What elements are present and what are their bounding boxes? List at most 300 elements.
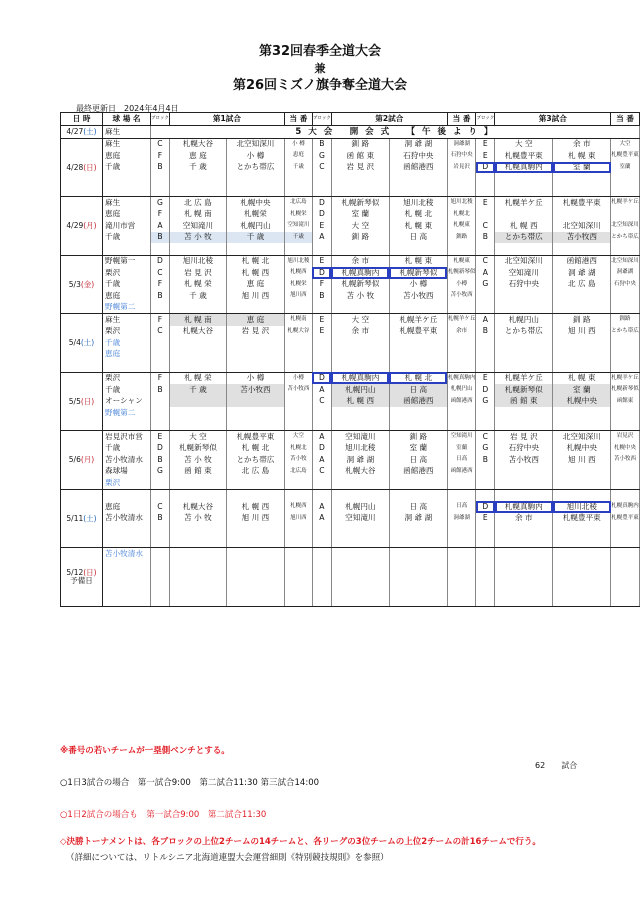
duty-team [284,302,312,314]
team-home: 洞 爺 湖 [331,454,389,466]
team-away [553,290,611,302]
schedule-row [61,302,640,314]
duty-team [284,396,312,408]
team-home [169,302,226,314]
team-away: 石狩中央 [389,150,447,162]
duty-team [284,349,312,361]
venue-cell: 千歳 [103,443,151,455]
team-away: 札 幌 北 [389,209,447,221]
block-letter: E [476,513,495,525]
block-letter [151,302,170,314]
schedule-row [61,419,640,431]
team-away: 旭 川 西 [553,326,611,338]
schedule-row [61,173,640,185]
duty-team: 札幌西 [284,501,312,513]
schedule-row [61,349,640,361]
team-away [389,302,447,314]
team-away: 洞 爺 湖 [553,267,611,279]
venue-cell: 森球場 [103,466,151,478]
block-letter: B [312,138,331,150]
venue-cell: 恵庭 [103,150,151,162]
block-letter [476,407,495,419]
team-home [169,185,226,197]
team-home: 札幌円山 [495,314,553,326]
block-letter: C [151,138,170,150]
duty-team [611,360,640,372]
team-home [495,466,553,478]
team-away [553,407,611,419]
duty-team: 洞爺湖 [447,513,476,525]
schedule-row [61,197,640,209]
team-away [389,560,447,572]
team-away [389,349,447,361]
team-home [169,548,226,560]
block-letter: E [151,431,170,443]
team-home: 千 歳 [169,162,226,174]
team-away: 旭 川 西 [226,290,284,302]
team-home: 札幌新琴似 [331,279,389,291]
duty-team: 石狩中央 [611,279,640,291]
team-away [226,302,284,314]
duty-team: 空知滝川 [284,220,312,232]
duty-team [611,466,640,478]
venue-cell: 麻生 [103,314,151,326]
team-home: 北空知深川 [495,255,553,267]
team-away [226,524,284,536]
date-cell: 5/11(土) [61,489,103,548]
team-home: 旭川北稜 [331,443,389,455]
duty-team [284,407,312,419]
team-home [495,548,553,560]
block-letter: C [151,267,170,279]
duty-team [611,407,640,419]
team-home [331,419,389,431]
team-home [331,185,389,197]
team-away: 札 幌 北 [226,255,284,267]
schedule-row [61,489,640,501]
team-away: 洞 爺 湖 [389,138,447,150]
block-letter: A [312,454,331,466]
team-away: 函館港西 [389,466,447,478]
team-away [226,536,284,548]
team-home: 札幌真駒内 [331,372,389,384]
team-away [553,185,611,197]
note-finals: ◇決勝トーナメントは、各ブロックの上位2チームの14チームと、各リーグの3位チームの上位2チームの計16チームで行う。 [60,837,541,847]
block-letter: B [151,513,170,525]
date-cell: 5/5(日) [61,372,103,431]
team-away: 札幌中央 [226,197,284,209]
block-letter [476,524,495,536]
schedule-row [61,290,640,302]
schedule-row [61,524,640,536]
team-away [226,349,284,361]
team-away [389,583,447,595]
team-home [331,594,389,606]
team-home [495,536,553,548]
tournament-title: 第32回春季全道大会 [258,44,382,59]
team-home: 空知滝川 [331,513,389,525]
duty-team: 札幌真駒内 [447,372,476,384]
block-letter: D [312,197,331,209]
block-letter [151,349,170,361]
team-home [331,173,389,185]
duty-team [447,594,476,606]
duty-team [284,536,312,548]
block-letter [476,489,495,501]
team-home [495,337,553,349]
team-away: 千 歳 [226,232,284,244]
team-away: 函館港西 [389,396,447,408]
duty-team [447,583,476,595]
team-away: 日 高 [389,501,447,513]
block-letter [476,536,495,548]
team-away: 札幌栄 [226,209,284,221]
block-letter: D [151,255,170,267]
duty-team [447,419,476,431]
venue-cell: 恵庭 [103,501,151,513]
schedule-row [61,477,640,489]
block-letter: B [151,290,170,302]
schedule-row [61,431,640,443]
venue-cell [103,243,151,255]
duty-team [447,477,476,489]
team-away: 札幌新琴似 [389,267,447,279]
schedule-row [61,220,640,232]
duty-team: 岩見沢 [447,162,476,174]
block-letter [151,548,170,560]
opening-row [61,126,640,139]
team-away [226,185,284,197]
team-home [331,548,389,560]
block-letter: G [476,396,495,408]
block-letter [476,290,495,302]
last-updated: 最終更新日 2024年4月4日 [76,104,179,113]
duty-team [611,536,640,548]
venue-cell: 千歳 [103,279,151,291]
team-home [495,209,553,221]
block-letter [312,419,331,431]
schedule-row [61,243,640,255]
total-games: 62 試合 [535,761,578,770]
duty-team: 岩見沢 [611,431,640,443]
block-letter [151,173,170,185]
team-away: 札幌豊平東 [553,197,611,209]
duty-team [447,349,476,361]
block-letter: D [476,384,495,396]
team-away [226,396,284,408]
schedule-table [60,112,640,607]
venue-cell: 栗沢 [103,267,151,279]
duty-team: 洞爺湖 [611,267,640,279]
team-home: 石狩中央 [495,279,553,291]
block-letter: B [476,326,495,338]
duty-team: 札幌栄 [284,209,312,221]
block-letter: E [312,314,331,326]
team-away: とかち帯広 [226,454,284,466]
team-away [389,407,447,419]
duty-team: 空知滝川 [447,431,476,443]
block-letter [312,583,331,595]
duty-team [447,560,476,572]
team-home: 千 歳 [169,384,226,396]
team-away: 北空知深川 [226,138,284,150]
team-away [226,477,284,489]
duty-team: 札幌新琴似 [611,384,640,396]
block-letter: C [151,326,170,338]
team-away [226,560,284,572]
block-letter: D [151,443,170,455]
team-home [495,571,553,583]
note-bench: ※番号の若いチームが一塁側ベンチとする。 [60,746,230,756]
team-home: 苫 小 牧 [169,513,226,525]
team-away: 小 樽 [226,150,284,162]
duty-team [611,524,640,536]
team-away: とかち帯広 [226,162,284,174]
block-letter [151,524,170,536]
duty-team: 札幌豊平東 [611,150,640,162]
team-away [553,583,611,595]
team-away: 余 市 [553,138,611,150]
title-conjunction: 兼 [314,62,326,75]
block-letter: G [151,197,170,209]
team-home [495,290,553,302]
duty-team: 札幌大谷 [284,326,312,338]
team-away: 旭 川 西 [226,513,284,525]
duty-team [284,524,312,536]
block-letter [151,536,170,548]
schedule-row [61,232,640,244]
block-letter: E [312,220,331,232]
team-home [169,337,226,349]
block-letter: E [476,372,495,384]
team-home: 岩 見 沢 [169,267,226,279]
duty-team [447,173,476,185]
team-away: 恵 庭 [226,314,284,326]
schedule-row [61,548,640,560]
block-letter: G [312,150,331,162]
block-letter: D [312,443,331,455]
team-away [553,419,611,431]
block-letter [312,349,331,361]
team-away [553,571,611,583]
team-away [226,360,284,372]
team-home [169,407,226,419]
duty-team: 旭川西 [284,290,312,302]
venue-cell: オーシャン [103,396,151,408]
duty-team: 恵庭 [284,150,312,162]
duty-team [611,185,640,197]
schedule-row [61,326,640,338]
duty-team: 苫小牧西 [611,454,640,466]
team-home: 札幌円山 [331,384,389,396]
team-home: 札 幌 栄 [169,279,226,291]
schedule-row [61,560,640,572]
team-home: 岩 見 沢 [331,162,389,174]
block-letter: C [312,396,331,408]
team-home [331,571,389,583]
tournament-subtitle: 第26回ミズノ旗争奪全道大会 [232,78,408,93]
team-away: 恵 庭 [226,279,284,291]
duty-team: 札幌新琴似 [447,267,476,279]
block-letter [312,185,331,197]
header-row [61,113,640,126]
venue-cell: 麻生 [103,138,151,150]
team-away [553,243,611,255]
block-letter: B [476,232,495,244]
duty-team [284,548,312,560]
block-letter [476,349,495,361]
duty-team: 旭川北稜 [447,197,476,209]
duty-team [611,349,640,361]
team-away: 札 幌 東 [389,255,447,267]
duty-team: 札幌羊ケ丘 [447,314,476,326]
team-away [553,560,611,572]
team-home [169,173,226,185]
team-home: 札幌真駒内 [495,501,553,513]
schedule-row [61,594,640,606]
venue-cell: 苫小牧清水 [103,454,151,466]
team-away [389,524,447,536]
team-away: 札幌豊平東 [389,326,447,338]
team-home [169,594,226,606]
venue-cell: 恵庭 [103,290,151,302]
duty-team: 釧路 [611,314,640,326]
team-away: 旭川北稜 [553,501,611,513]
team-home [169,349,226,361]
block-letter [151,407,170,419]
team-away [226,583,284,595]
duty-team [611,594,640,606]
duty-team [447,571,476,583]
block-letter [476,560,495,572]
team-away: 札幌豊平東 [553,513,611,525]
team-home [495,524,553,536]
team-home: 大 空 [331,220,389,232]
schedule-row [61,466,640,478]
date-cell: 4/27(土) [61,126,103,139]
venue-cell: 栗沢 [103,372,151,384]
duty-team: 札幌羊ケ丘 [611,197,640,209]
duty-team: 札幌中央 [611,443,640,455]
duty-team: 大空 [284,431,312,443]
block-letter [151,571,170,583]
venue-cell: 岩見沢市営 [103,431,151,443]
block-letter [312,524,331,536]
duty-team: 北空知深川 [611,255,640,267]
team-away [389,477,447,489]
team-away [389,489,447,501]
team-away: 札 幌 北 [226,443,284,455]
team-away: 札幌中央 [553,396,611,408]
team-home: 札幌羊ケ丘 [495,372,553,384]
note-details: （詳細については、リトルシニア北海道連盟大会運営細則《特別競技規則》を参照） [66,853,389,863]
block-letter: E [476,197,495,209]
block-letter [476,337,495,349]
duty-team: 小樽 [284,372,312,384]
team-home [169,360,226,372]
col-duty-2: 当 番 [447,113,476,126]
block-letter: B [151,384,170,396]
team-away [226,489,284,501]
col-match-2: 第2試合 [331,113,447,126]
block-letter: F [151,314,170,326]
team-home [495,407,553,419]
duty-team [447,407,476,419]
duty-team: 札幌真駒内 [611,501,640,513]
team-away [389,173,447,185]
team-home [331,560,389,572]
duty-team: 洞爺湖 [447,138,476,150]
team-home [495,349,553,361]
block-letter [312,571,331,583]
team-away [226,407,284,419]
block-letter: F [151,279,170,291]
block-letter: G [151,466,170,478]
venue-cell [103,571,151,583]
team-away [553,337,611,349]
team-away: 札 幌 北 [389,372,447,384]
team-home [169,419,226,431]
team-home [169,524,226,536]
schedule-row [61,255,640,267]
schedule-row [61,536,640,548]
team-home: 札幌大谷 [169,138,226,150]
duty-team: 大空 [611,138,640,150]
venue-cell: 千歳 [103,162,151,174]
team-home: 室 蘭 [331,209,389,221]
team-away [553,548,611,560]
duty-team [611,419,640,431]
duty-team: 小樽 [447,279,476,291]
duty-team: 苫小牧西 [284,384,312,396]
team-away [389,243,447,255]
duty-team [284,477,312,489]
schedule-row [61,396,640,408]
team-home: 札幌円山 [331,501,389,513]
venue-cell [103,524,151,536]
col-date: 日 時 [61,113,103,126]
team-home: 札幌新琴似 [169,443,226,455]
block-letter [312,243,331,255]
col-duty-1: 当 番 [284,113,312,126]
duty-team: 千歳 [284,232,312,244]
block-letter: A [312,232,331,244]
block-letter: D [312,372,331,384]
duty-team: 千歳 [284,162,312,174]
team-home: 札幌新琴似 [495,384,553,396]
duty-team [447,524,476,536]
venue-cell: 野幌第一 [103,255,151,267]
duty-team [611,477,640,489]
team-away: 岩 見 沢 [226,326,284,338]
duty-team: 北広島 [284,466,312,478]
team-home [169,583,226,595]
team-away [226,594,284,606]
team-home [495,173,553,185]
duty-team: 日高 [447,501,476,513]
schedule-row [61,571,640,583]
duty-team [447,360,476,372]
venue-cell: 千歳 [103,384,151,396]
opening-ceremony: 5 大 会 開 会 式 【 午 後 よ り 】 [151,126,640,139]
schedule-row [61,583,640,595]
team-home: 札 幌 南 [169,314,226,326]
block-letter: A [151,220,170,232]
team-away [553,594,611,606]
block-letter [151,419,170,431]
duty-team: 苫小牧西 [447,290,476,302]
duty-team: 室蘭 [611,162,640,174]
